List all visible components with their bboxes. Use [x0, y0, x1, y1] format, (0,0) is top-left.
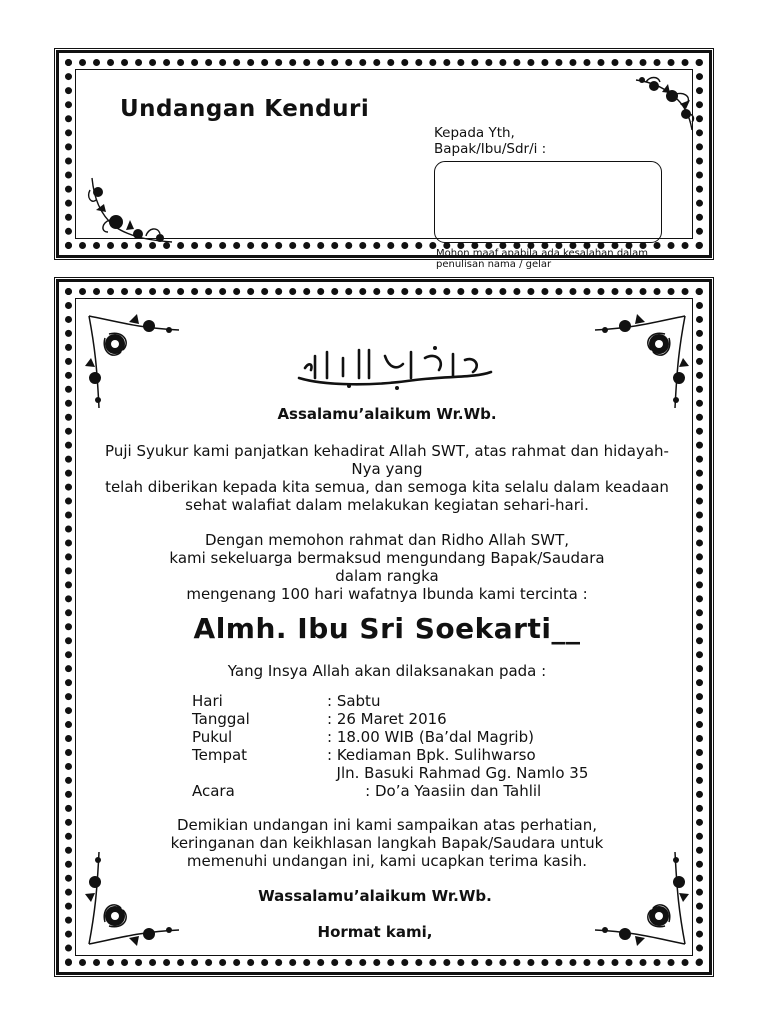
closing-line: keringanan dan keikhlasan langkah Bapak/Saudara untuk: [170, 834, 604, 852]
paragraph-line: dalam rangka: [335, 567, 439, 585]
detail-label: Pukul: [192, 728, 233, 746]
detail-value: Jln. Basuki Rahmad Gg. Namlo 35: [327, 764, 589, 782]
floral-corner-icon: [86, 174, 176, 246]
apology-note: Mohon maaf apabila ada kesalahan dalam penulisan nama / gelar: [436, 248, 648, 270]
envelope-inner: [75, 69, 693, 270]
paragraph-line: sehat walafiat dalam melakukan kegiatan sehari-hari.: [185, 496, 589, 514]
detail-value: : Do’a Yaasiin dan Tahlil: [327, 782, 542, 800]
closing-salam: Wassalamu’alaikum Wr.Wb.: [258, 887, 492, 905]
closing-line: Demikian undangan ini kami sampaikan atas perhatian,: [177, 816, 597, 834]
envelope-card: [56, 50, 712, 270]
floral-corner-icon: [79, 308, 183, 412]
paragraph-line: telah diberikan kepada kita semua, dan semoga kita selalu dalam keadaan: [105, 478, 669, 496]
envelope-title: Undangan Kenduri: [120, 96, 370, 122]
detail-label: Tempat: [192, 746, 248, 764]
address-box[interactable]: [434, 161, 662, 243]
detail-value: : Sabtu: [327, 692, 381, 710]
detail-value: : 18.00 WIB (Ba’dal Magrib): [327, 728, 534, 746]
floral-corner-icon: [591, 308, 695, 412]
bismillah-calligraphy-icon: [285, 338, 505, 394]
event-intro: Yang Insya Allah akan dilaksanakan pada :: [227, 662, 547, 680]
paragraph-line: kami sekeluarga bermaksud mengundang Bapak/Saudara: [169, 549, 605, 567]
recipient-line-1: Kepada Yth,: [434, 125, 515, 141]
closing-line: memenuhi undangan ini, kami ucapkan terima kasih.: [186, 852, 588, 870]
detail-value: : 26 Maret 2016: [327, 710, 447, 728]
detail-label: Acara: [192, 782, 235, 800]
deceased-name: Almh. Ibu Sri Soekarti__: [193, 612, 581, 645]
detail-value: : Kediaman Bpk. Sulihwarso: [327, 746, 536, 764]
paragraph-line: Puji Syukur kami panjatkan kehadirat Allah SWT, atas rahmat dan hidayah-: [105, 442, 669, 460]
detail-label: Tanggal: [192, 710, 250, 728]
paragraph-line: Nya yang: [351, 460, 423, 478]
signature-line: Hormat kami,: [317, 923, 433, 941]
invitation-letter: [56, 279, 712, 975]
floral-corner-icon: [632, 74, 698, 134]
opening-salam: Assalamu’alaikum Wr.Wb.: [277, 405, 497, 423]
recipient-line-2: Bapak/Ibu/Sdr/i :: [434, 141, 547, 157]
paragraph-line: mengenang 100 hari wafatnya Ibunda kami tercinta :: [186, 585, 588, 603]
paragraph-line: Dengan memohon rahmat dan Ridho Allah SWT,: [204, 531, 570, 549]
detail-label: Hari: [192, 692, 223, 710]
recipient-label: [434, 125, 546, 157]
